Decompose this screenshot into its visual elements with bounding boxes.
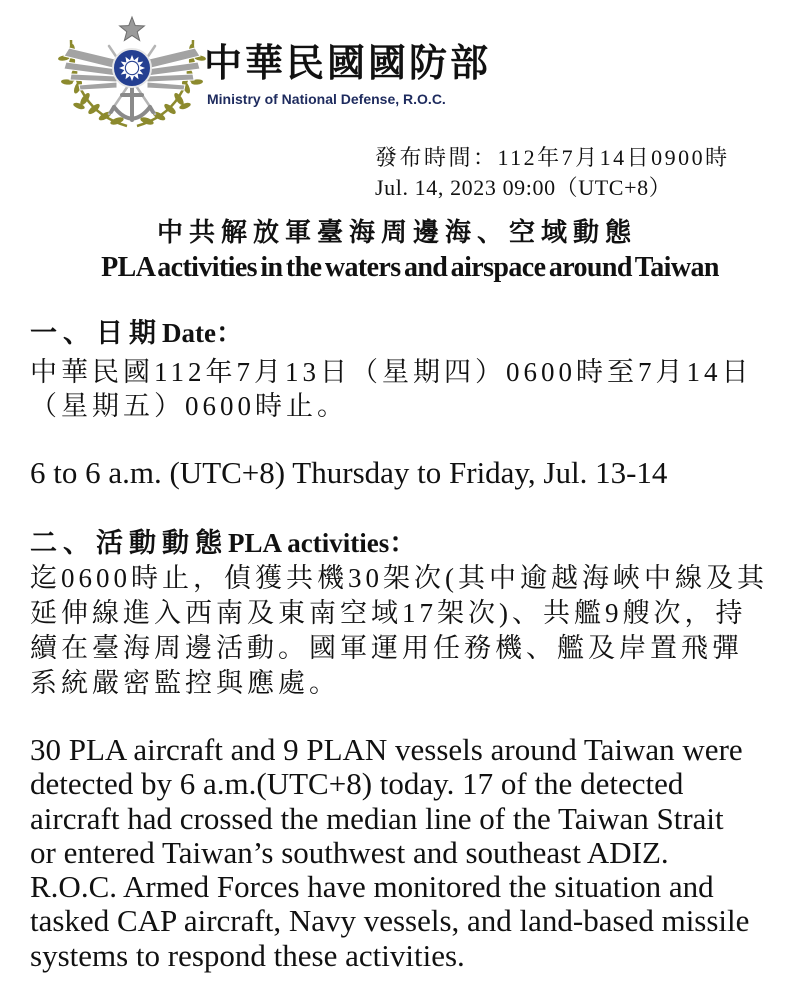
section-activities-text-en <box>30 733 749 973</box>
text-line: 續在臺海周邊活動。國軍運用任務機、艦及岸置飛彈 <box>30 633 743 663</box>
text-line: 30 PLA aircraft and 9 PLAN vessels around Taiwan were <box>30 732 743 767</box>
section-activities-text-zh <box>30 561 768 701</box>
section-date-heading <box>30 316 243 350</box>
section-activities-heading <box>30 526 416 560</box>
title-zh: 中共解放軍臺海周邊海、空域動態 <box>156 218 637 247</box>
star-badge <box>120 17 145 41</box>
mnd-emblem-icon <box>57 10 207 130</box>
text-line: systems to respond these activities. <box>30 937 465 973</box>
text-line: R.O.C. Armed Forces have monitored the situation and <box>30 869 714 905</box>
section-date-text-en <box>30 456 667 490</box>
org-name-en: Ministry of National Defense, R.O.C. <box>207 91 446 107</box>
section-heading-en: Date： <box>162 318 243 348</box>
section-heading-zh: 一、日期 <box>30 318 162 348</box>
section-heading-en: PLA activities： <box>228 528 417 558</box>
release-time-zh: 發布時間：112年7月14日0900時 <box>375 145 730 170</box>
text-line: detected by 6 a.m.(UTC+8) today. 17 of the detected <box>30 766 684 802</box>
release-time-en: Jul. 14, 2023 09:00（UTC+8） <box>375 175 672 200</box>
text-line: aircraft had crossed the median line of the Taiwan Strait <box>30 800 724 836</box>
text-line: 中華民國112年7月13日（星期四）0600時至7月14日 <box>30 357 753 387</box>
text-line: 迄0600時止，偵獲共機30架次(其中逾越海峽中線及其 <box>30 563 768 593</box>
title-en: PLA activities in the waters and airspace around Taiwan <box>101 252 719 283</box>
sun-emblem <box>113 49 151 87</box>
text-line: 延伸線進入西南及東南空域17架次)、共艦9艘次，持 <box>30 598 747 628</box>
section-heading-zh: 二、活動動態 <box>30 528 228 558</box>
org-name-zh: 中華民國國防部 <box>204 41 492 85</box>
text-line: tasked CAP aircraft, Navy vessels, and land-based missile <box>30 903 750 939</box>
text-line: 系統嚴密監控與應處。 <box>30 668 340 698</box>
section-date-text-zh <box>30 355 753 423</box>
text-line: 6 to 6 a.m. (UTC+8) Thursday to Friday, Jul. 13-14 <box>30 455 668 490</box>
text-line: （星期五）0600時止。 <box>30 391 348 421</box>
text-line: or entered Taiwan’s southwest and southeast ADIZ. <box>30 834 669 870</box>
